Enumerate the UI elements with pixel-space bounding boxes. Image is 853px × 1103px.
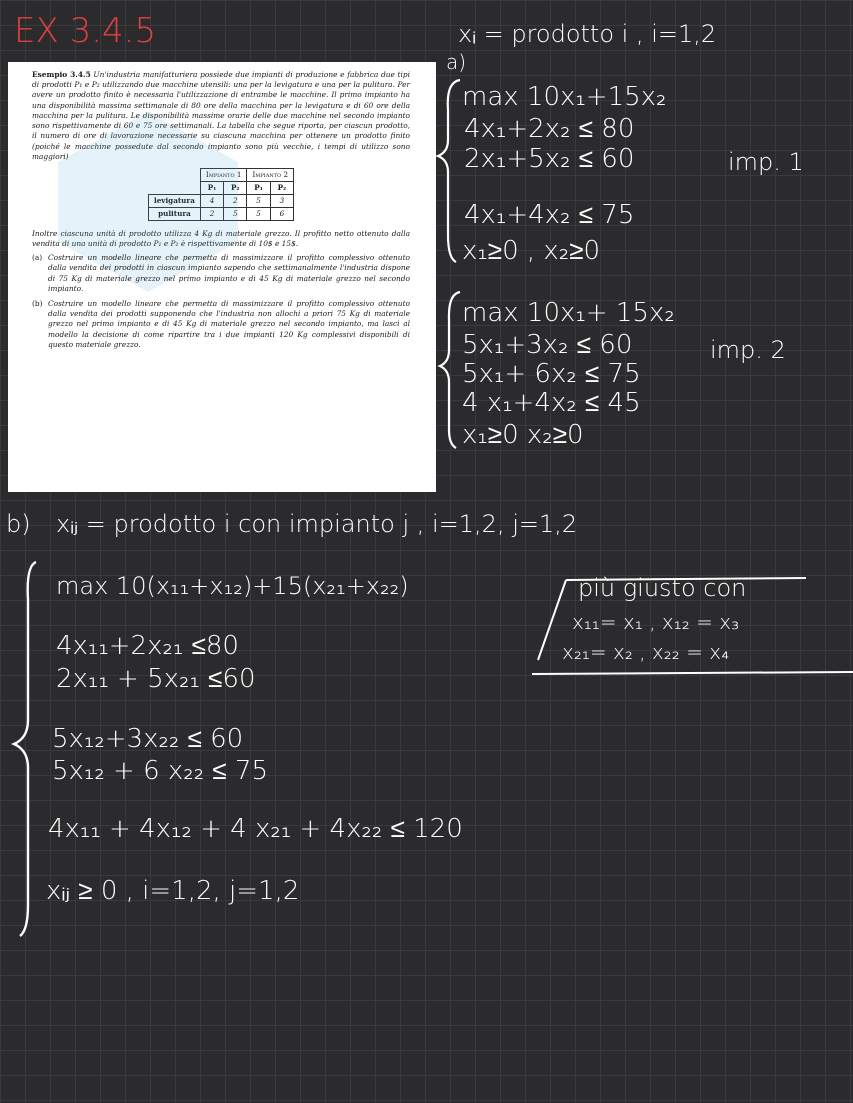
part-b-objective: max 10(x₁₁+x₁₂)+15(x₂₁+x₂₂) — [56, 572, 409, 600]
part-b-constraint: 5x₁₂ + 6 x₂₂ ≤ 75 — [52, 756, 269, 786]
table-subheader: P₁ — [247, 181, 270, 194]
part-b-constraint: 2x₁₁ + 5x₂₁ ≤60 — [56, 664, 256, 694]
item-text: Costruire un modello lineare che permetta di massimizzare il profitto complessivo ottenuto dalla vendita dei prodotti in ciascun impianto sapendo che settimanalmente l'industria dispone di 75 Kg di materiale grezzo nel primo impianto e di 45 Kg di materiale grezzo nel secondo impianto. — [48, 253, 410, 293]
system-a1-constraint: 4x₁+4x₂ ≤ 75 — [464, 200, 635, 230]
part-a-label: a) — [446, 50, 467, 74]
system-a1-label: imp. 1 — [728, 148, 804, 176]
table-cell: 2 — [200, 207, 223, 220]
system-a1-objective: max 10x₁+15x₂ — [462, 82, 667, 112]
system-a1-constraint: 2x₁+5x₂ ≤ 60 — [464, 144, 635, 174]
page-title: EX 3.4.5 — [14, 11, 157, 51]
note-line: x₁₁= x₁ , x₁₂ = x₃ — [572, 610, 740, 634]
system-a2-constraint: 5x₁+ 6x₂ ≤ 75 — [462, 359, 641, 389]
brace-system-a2 — [440, 292, 460, 448]
variable-definition: xᵢ = prodotto i , i=1,2 — [458, 20, 717, 48]
system-a2-label: imp. 2 — [710, 336, 786, 364]
table-cell: 4 — [200, 194, 223, 207]
table-cell: 2 — [224, 194, 247, 207]
table-subheader: P₂ — [224, 181, 247, 194]
table-cell: 3 — [270, 194, 293, 207]
part-b-definition: xᵢⱼ = prodotto i con impianto j , i=1,2, j=1,2 — [56, 510, 578, 538]
note-title: più giusto con — [578, 574, 747, 602]
item-text: Costruire un modello lineare che permetta di massimizzare il profitto complessivo ottenuto dalla vendita dei prodotti supponendo che l'industria non allochi a priori 75 Kg di materiale grezzo nel primo impianto e di 45 Kg di materiale grezzo nel secondo impianto, ma lasci al modello la decisione di come ripartire tra i due impianti 120 Kg complessivi disponibili di questo materiale grezzo. — [48, 299, 410, 349]
table-cell: 5 — [247, 194, 270, 207]
system-a2-constraint: 4 x₁+4x₂ ≤ 45 — [462, 388, 641, 418]
table-row-label: pulitura — [148, 207, 200, 220]
exercise-text: Un'industria manifatturiera possiede due impianti di produzione e fabbrica due tipi di prodotti P₁ e P₂ utilizzando due macchine utensili: una per la levigatura e una per la pulitura. Per avere un prodotto finito è necessaria l'utilizzazione di entrambe le macchine. Il primo impianto ha una disponibilità massima settimanale di 80 ore della macchina per la levigatura e di 60 ore della macchina per la pulitura. Le disponibilità massime orarie delle due macchine nel secondo impianto sono rispettivamente di 60 e 75 ore settimanali. La tabella che segue riporta, per ciascun prodotto, il numero di ore di lavorazione necessarie su ciascuna macchina per ottenere un prodotto finito (poiché le macchine possedute dal secondo impianto sono più vecchie, i tempi di utilizzo sono maggiori) — [32, 70, 410, 161]
table-cell: 6 — [270, 207, 293, 220]
item-marker: (b) — [32, 299, 43, 309]
part-b-material-constraint: 4x₁₁ + 4x₁₂ + 4 x₂₁ + 4x₂₂ ≤ 120 — [48, 814, 463, 844]
table-cell: 5 — [247, 207, 270, 220]
system-a2-constraint: 5x₁+3x₂ ≤ 60 — [462, 330, 633, 360]
part-b-constraint: 5x₁₂+3x₂₂ ≤ 60 — [52, 724, 244, 754]
exercise-title: Esempio 3.4.5 — [32, 70, 91, 79]
table-header-impianto-1: Impianto 1 — [200, 168, 247, 181]
table-row-label: levigatura — [148, 194, 200, 207]
system-a1-nonnegativity: x₁≥0 , x₂≥0 — [462, 236, 601, 266]
exercise-paragraph-2: Inoltre ciascuna unità di prodotto utilizza 4 Kg di materiale grezzo. Il profitto netto ottenuto dalla vendita di una unità di prodotto P₁ e P₂ è rispettivamente di 10$ e 15$. — [32, 228, 410, 248]
note-line: x₂₁= x₂ , x₂₂ = x₄ — [562, 640, 730, 664]
brace-system-b — [14, 562, 36, 936]
part-b-nonnegativity: xᵢⱼ ≥ 0 , i=1,2, j=1,2 — [46, 876, 300, 906]
table-subheader: P₁ — [200, 181, 223, 194]
brace-system-a1 — [438, 80, 460, 262]
part-b-constraint: 4x₁₁+2x₂₁ ≤80 — [56, 631, 239, 661]
part-b-label: b) — [6, 510, 31, 538]
table-header-impianto-2: Impianto 2 — [247, 168, 294, 181]
system-a2-objective: max 10x₁+ 15x₂ — [462, 298, 675, 328]
system-a1-constraint: 4x₁+2x₂ ≤ 80 — [464, 114, 635, 144]
system-a2-nonnegativity: x₁≥0 x₂≥0 — [462, 420, 584, 450]
table-cell: 5 — [224, 207, 247, 220]
table-subheader: P₂ — [270, 181, 293, 194]
item-marker: (a) — [32, 253, 43, 263]
